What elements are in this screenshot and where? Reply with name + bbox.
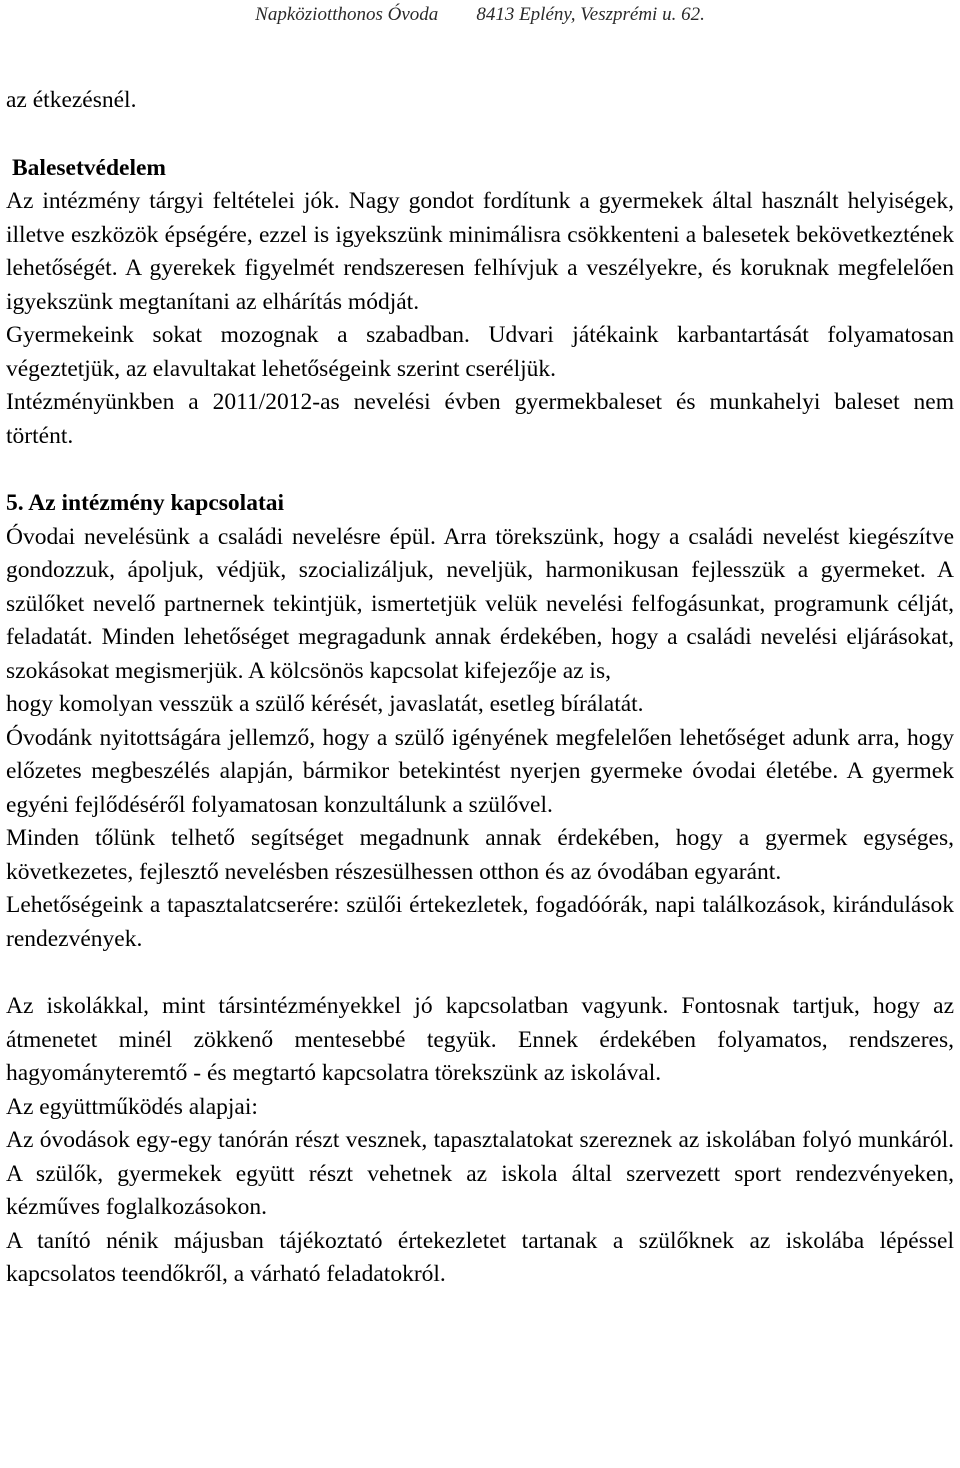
- safety-paragraph-3: Intézményünkben a 2011/2012-as nevelési évben gyermekbaleset és munkahelyi baleset nem történt.: [6, 389, 954, 449]
- relations-paragraph-4: Lehetőségeink a tapasztalatcserére: szülői értekezletek, fogadóórák, napi találkozások, kirándulások rendezvények.: [6, 892, 954, 952]
- continued-text: az étkezésnél.: [6, 87, 137, 113]
- relations-paragraph-6: Az óvodások egy-egy tanórán részt vesznek, tapasztalatokat szereznek az iskolában folyó munkáról. A szülők, gyermekek együtt részt vehetnek az iskola által szervezett sport rendezvényeken, kézműves foglalkozásokon.: [6, 1127, 954, 1220]
- relations-paragraph-2: Óvodánk nyitottságára jellemző, hogy a szülő igényének megfelelően lehetőséget adunk arra, hogy előzetes megbeszélés alapján, bármikor betekintést nyerjen gyermeke óvodai életébe. A gyermek egyéni fejlődéséről folyamatosan konzultálunk a szülővel.: [6, 724, 954, 818]
- paragraph-gap: [6, 956, 954, 990]
- paragraph-gap: [6, 453, 954, 487]
- section-heading-safety: Balesetvédelem: [12, 154, 167, 181]
- page-header: [0, 4, 960, 26]
- relations-paragraph-3: Minden tőlünk telhető segítséget megadnunk annak érdekében, hogy a gyermek egységes, következetes, fejlesztő nevelésben részesülhessen otthon és az óvodában egyaránt.: [6, 825, 954, 885]
- safety-paragraph-1: Az intézmény tárgyi feltételei jók. Nagy gondot fordítunk a gyermekek által használt helyiségek, illetve eszközök épségére, ezzel is igyekszünk minimálisra csökkenteni a balesetek bekövetkeztének lehetőségét. A gyerekek figyelmét rendszeresen felhívjuk a veszélyekre, és koruknak megfelelően igyekszünk megtanítani az elhárítás módját.: [6, 188, 954, 315]
- relations-paragraph-5: Az iskolákkal, mint társintézményekkel jó kapcsolatban vagyunk. Fontosnak tartjuk, hogy az átmenetet minél zökkenő mentesebbé tegyük. Ennek érdekében folyamatos, rendszeres, hagyományteremtő - és megtartó kapcsolatra törekszünk az iskolával.: [6, 993, 954, 1086]
- header-address: 8413 Eplény, Veszprémi u. 62.: [476, 4, 705, 25]
- relations-paragraph-7: A tanító nénik májusban tájékoztató értekezletet tartanak a szülőknek az iskolába lépéssel kapcsolatos teendőkről, a várható feladatokról.: [6, 1227, 954, 1287]
- document-body: [6, 84, 954, 1292]
- relations-paragraph-1: Óvodai nevelésünk a családi nevelésre épül. Arra törekszünk, hogy a családi nevelést kiegészítve gondozzuk, ápoljuk, védjük, szocializáljuk, neveljük, harmonikusan fejlesszük a gyermeket. A szülőket nevelő partnernek tekintjük, ismertetjük velük nevelési felfogásunkat, programunk célját, feladatát. Minden lehetőséget megragadunk annak érdekében, hogy a családi nevelési eljárásokat, szokásokat megismerjük. A kölcsönös kapcsolat kifejezője az is,: [6, 523, 954, 684]
- section-heading-relations: 5. Az intézmény kapcsolatai: [6, 490, 285, 516]
- paragraph-gap: [6, 118, 954, 152]
- relations-paragraph-1-tail: hogy komolyan vesszük a szülő kérését, javaslatát, esetleg bírálatát.: [6, 691, 644, 717]
- cooperation-label: Az együttműködés alapjai:: [6, 1093, 258, 1120]
- header-school-name: Napköziotthonos Óvoda: [255, 4, 439, 25]
- safety-paragraph-2: Gyermekeink sokat mozognak a szabadban. Udvari játékaink karbantartását folyamatosan végeztetjük, az elavultakat lehetőségeink szerint cseréljük.: [6, 322, 954, 382]
